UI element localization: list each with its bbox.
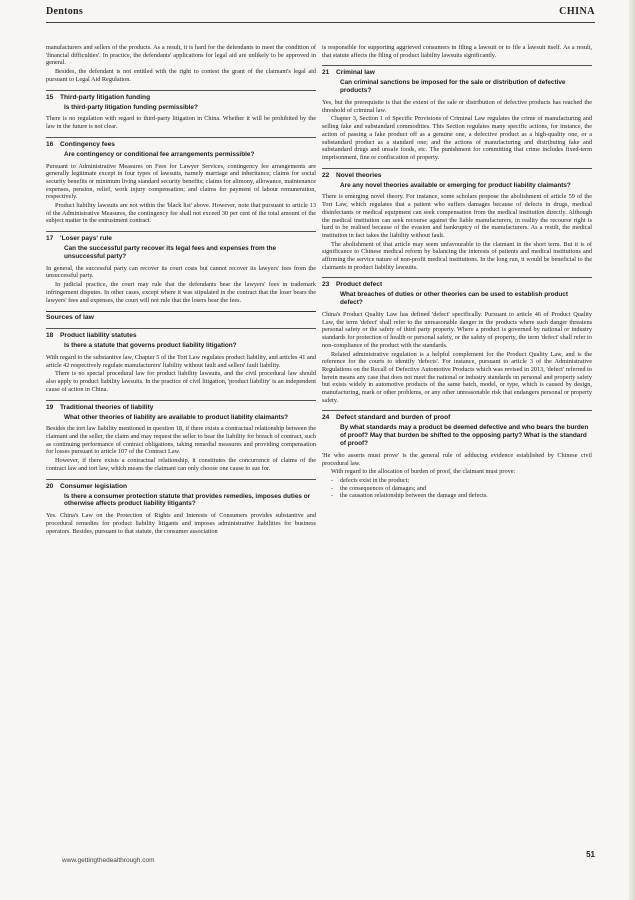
section-heading-21 — [322, 69, 592, 77]
paragraph: In judicial practice, the court may rule that the defendants bear the lawyers' fees in trademark infringement disputes. In other cases, except where it was stipulated in the contract that the loser bears the lawyers' fees and expenses, the court will not rule that the losers bear the fees. — [46, 281, 316, 304]
section-rule — [46, 328, 316, 329]
section-heading-16 — [46, 141, 316, 149]
paragraph: Yes. China's Law on the Protection of Rights and Interests of Consumers provides substantive and procedural remedies for product liability litigants and imposes administrative liabilities for business operators. Besides, pursuant to that statute, the consumer association — [46, 512, 316, 535]
paragraph: Besides, the defendant is not entitled with the right to contest the grant of the claimant's legal aid pursuant to Legal Aid Regulation. — [46, 68, 316, 83]
page-number: 51 — [586, 850, 595, 859]
paragraph: However, if there exists a contractual relationship, it constitutes the concurrence of claims of the contract law and tort law, which means the claimant can only choose one cause to sue for. — [46, 457, 316, 472]
section-number: 19 — [46, 403, 54, 411]
group-rule — [46, 311, 316, 312]
section-rule — [46, 231, 316, 232]
paragraph: There is emerging novel theory. For instance, some scholars propose the abolishment of article 59 of the Tort Law, which regulates that a patient who suffers damages because of defects in drugs, medical disinfectants or medical equipment can seek compensation from the medical institution directly. Although the medical institution can seek recourse against the liable manufacturers, in reality the recourse right is hard to be realised because of the evasion and bankruptcy of the manufacturers. As a result, the medical institution in fact takes the liability without fault. — [322, 193, 592, 239]
section-title: Contingency fees — [60, 140, 115, 148]
paragraph: is responsible for supporting aggrieved consumers in filing a lawsuit or to file a lawsuit itself. As a result, that statute affects the filing of product liability lawsuits significantly. — [322, 44, 592, 59]
section-question: What breaches of duties or other theories can be used to establish product defect? — [340, 291, 568, 307]
section-number: 21 — [322, 69, 330, 77]
section-title: Third-party litigation funding — [60, 93, 151, 101]
section-heading-18 — [46, 332, 316, 340]
left-column — [46, 44, 316, 536]
paragraph: Yes, but the prerequisite is that the extent of the sale or distribution of defective products has reached the threshold of criminal law. — [322, 99, 592, 114]
section-rule — [322, 277, 592, 278]
paragraph: Pursuant to Administrative Measures on Fees for Lawyer Services, contingency fee arrangements are generally legitimate except in four types of lawsuits, namely marriage and inheritance; claims for social security benefits or minimum living standard security benefits; claims for alimony, allowance, maintenance expenses, pension, relief, work injury compensation; and claims for payment of labour remuneration, respectively. — [46, 162, 316, 201]
section-number: 16 — [46, 140, 54, 148]
section-number: 22 — [322, 171, 330, 179]
section-question: Are any novel theories available or emerging for product liability claimants? — [340, 181, 571, 189]
section-rule — [46, 400, 316, 401]
section-heading-22 — [322, 172, 592, 180]
bullet-list — [322, 477, 592, 500]
section-heading-20 — [46, 483, 316, 491]
paragraph: There is no special procedural law for product liability lawsuits, and the civil procedural law should also apply to product liability lawsuits. In the practice of civil litigation, 'product liability' is an independent cause of action in China. — [46, 370, 316, 393]
section-title: Novel theories — [336, 171, 382, 179]
list-item: - defects exist in the product; — [340, 477, 592, 485]
section-question: What other theories of liability are available to product liability claimants? — [64, 413, 289, 421]
section-rule — [46, 479, 316, 480]
section-heading-19 — [46, 404, 316, 412]
section-heading-17 — [46, 235, 316, 243]
section-question: Can criminal sanctions be imposed for the sale or distribution of defective products? — [340, 79, 566, 95]
right-column — [322, 44, 592, 500]
section-heading-24 — [322, 414, 592, 422]
section-rule — [322, 410, 592, 411]
section-rule — [322, 65, 592, 66]
section-question: Are contingency or conditional fee arrangements permissible? — [64, 150, 255, 158]
section-number: 20 — [46, 482, 54, 490]
running-header-left: Dentons — [46, 6, 84, 17]
list-item: - the consequences of damages; and — [340, 485, 592, 493]
paragraph: Besides the tort law liability mentioned in question 18, if there exists a contractual relationship between the claimant and the seller, the claim and may request the seller to bear the liability for breach of contract, such as continuing performance of contract obligations, taking remedial measures and providing compensation for losses pursuant to article 107 of the Contract Law. — [46, 425, 316, 456]
section-rule — [46, 90, 316, 91]
paragraph: China's Product Quality Law has defined 'defect' specifically. Pursuant to article 46 of Product Quality Law, the term 'defect' shall refer to the unreasonable danger in the products where such danger threatens personal safety or the safety of third party property. Where a product is governed by national or industry standards for protection of health or personal safety, or the safety of property, the term 'defect' shall refer to non-compliance of the product with the standards. — [322, 311, 592, 349]
paragraph: With regard to the substantive law, Chapter 5 of the Tort Law regulates product liability, and articles 41 and article 42 respectively regulate manufacturers' liability without fault and sellers' fault liability. — [46, 354, 316, 369]
paragraph: Product liability lawsuits are not within the 'black list' above. However, note that pursuant to article 13 of the Administrative Measures, the contingency fee shall not exceed 30 per cent of the total amount of the subject matter in the entrustment contract. — [46, 202, 316, 225]
running-header-right: CHINA — [559, 6, 595, 17]
section-heading-15 — [46, 94, 316, 102]
section-title: Traditional theories of liability — [60, 403, 154, 411]
paragraph: There is no regulation with regard to third-party litigation in China. Whether it will be prohibited by the law in the future is not clear. — [46, 115, 316, 131]
paragraph: Chapter 3, Section 1 of Specific Provisions of Criminal Law regulates the crime of manufacturing and selling fake and substandard commodities. This Section regulates many specific actions, for instance, the action of passing a fake product off as a genuine one, a defective product as a high-quality one, or a substandard product as a standard one; and the actions of manufacturing and distributing fake and substandard drugs and unsafe foods, etc. The punishment for committing that crime includes fixed-term imprisonment, fine or confiscation of property. — [322, 115, 592, 161]
section-question: By what standards may a product be deemed defective and who bears the burden of proof? May that burden be shifted to the opposing party? What is the standard of proof? — [340, 424, 589, 448]
section-title: Product liability statutes — [60, 332, 137, 340]
paragraph: manufacturers and sellers of the products. As a result, it is hard for the defendants to meet the condition of 'financial difficulties'. In practice, the defendants' applications for legal aid are unlikely to be approved in general. — [46, 44, 316, 67]
paragraph: In general, the successful party can recover its court costs but cannot recover its lawyers' fees from the unsuccessful party. — [46, 264, 316, 280]
section-title: Product defect — [336, 281, 383, 289]
list-item: - the causation relationship between the damage and defects. — [340, 492, 592, 500]
section-title: 'Loser pays' rule — [60, 235, 112, 243]
section-question: Is third-party litigation funding permissible? — [64, 103, 198, 111]
section-title: Criminal law — [336, 69, 375, 77]
section-number: 23 — [322, 281, 330, 289]
paragraph: 'He who asserts must prove' is the general rule of adducing evidence established by Chinese civil procedural law. — [322, 451, 592, 467]
section-number: 18 — [46, 332, 54, 340]
section-heading-23 — [322, 281, 592, 289]
paragraph: The abolishment of that article may seem unfavourable to the claimant in the short term. But it is of significance to Chinese medical reform by balancing the interests of patients and medical institutions and affirming the service nature of non-profit medical institutions. In the long run, it would be beneficial to the claimants in product liability lawsuits. — [322, 240, 592, 271]
section-number: 15 — [46, 93, 54, 101]
section-question: Can the successful party recover its legal fees and expenses from the unsuccessful party? — [64, 245, 277, 260]
scan-edge-shadow — [629, 0, 635, 900]
group-heading: Sources of law — [46, 314, 94, 322]
section-rule — [322, 168, 592, 169]
paragraph: Related administrative regulation is a helpful complement for the Product Quality Law, and is the reference for the courts to identify 'defects'. For instance, pursuant to article 3 of the Administrative Regulations on the Recall of Defective Automotive Products which was revised in 2013, 'defect' referred to herein means any case that does not meet the national or industry standards on personal and property safety but exists widely in automotive products of the same batch, model, or type, which is caused by design, manufacturing, mark or other problems, or any other unreasonable risk that endangers personal or property safety. — [322, 350, 592, 404]
section-question: Is there a statute that governs product liability litigation? — [64, 342, 237, 350]
header-rule — [46, 22, 595, 23]
section-number: 17 — [46, 235, 54, 243]
section-number: 24 — [322, 414, 330, 422]
paragraph: With regard to the allocation of burden of proof, the claimant must prove: — [331, 468, 516, 476]
section-title: Defect standard and burden of proof — [336, 414, 451, 422]
section-title: Consumer legislation — [60, 482, 128, 490]
footer-url: www.gettingthedealthrough.com — [62, 857, 155, 864]
section-rule — [46, 137, 316, 138]
section-question: Is there a consumer protection statute that provides remedies, imposes duties or otherwise affects product liability litigants? — [64, 492, 311, 508]
